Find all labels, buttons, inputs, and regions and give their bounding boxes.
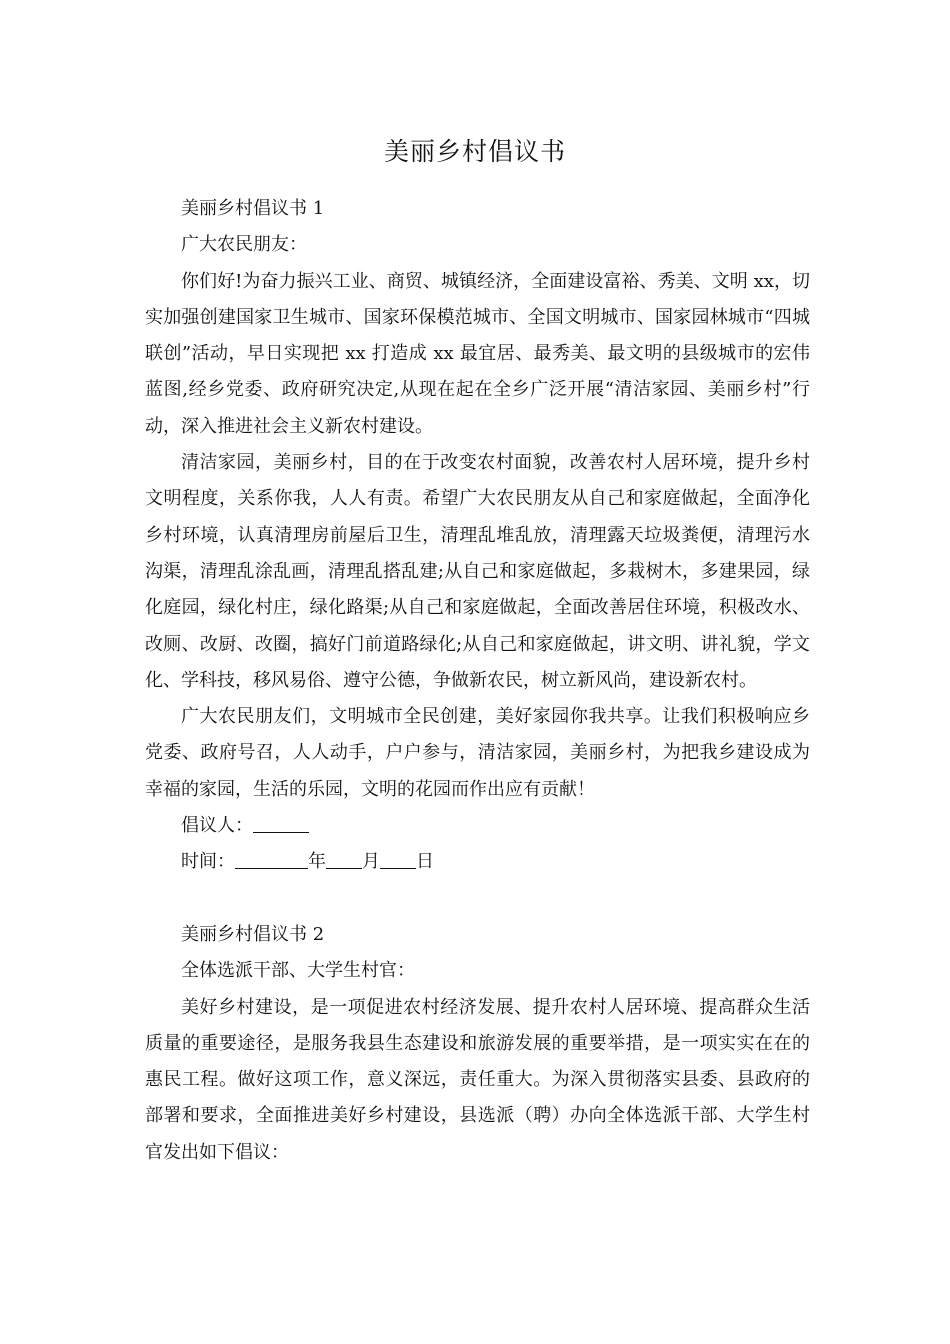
month-label: 月: [362, 851, 380, 873]
section-1-paragraph-3: 广大农民朋友们，文明城市全民创建，美好家园你我共享。让我们积极响应乡党委、政府号召，人人动手，户户参与，清洁家园，美丽乡村，为把我乡建设成为幸福的家园，生活的乐园，文明的花园而作出应有贡献！: [145, 706, 810, 800]
document-body: [145, 191, 810, 1171]
month-blank: [326, 846, 362, 869]
section-2-paragraph-1: 美好乡村建设，是一项促进农村经济发展、提升农村人居环境、提高群众生活质量的重要途径，是服务我县生态建设和旅游发展的重要举措，是一项实实在在的惠民工程。做好这项工作，意义深远，责任重大。为深入贯彻落实县委、县政府的部署和要求，全面推进美好乡村建设，县选派（聘）办向全体选派干部、大学生村官发出如下倡议：: [145, 996, 810, 1163]
section-1-paragraph-1: 你们好!为奋力振兴工业、商贸、城镇经济，全面建设富裕、秀美、文明 xx，切实加强创建国家卫生城市、国家环保模范城市、全国文明城市、国家园林城市“四城联创”活动，早日实现把 xx 打造成 xx 最宜居、最秀美、最文明的县级城市的宏伟蓝图,经乡党委、政府研究决定,从现在起在全乡广泛开展“清洁家园、美丽乡村”行动，深入推进社会主义新农村建设。: [145, 270, 810, 437]
section-2-heading: 美丽乡村倡议书 2: [181, 923, 325, 945]
date-label: 时间：: [181, 851, 235, 873]
day-blank: [380, 846, 416, 869]
signer-blank: [253, 810, 309, 833]
section-1-salutation: 广大农民朋友：: [181, 234, 307, 256]
section-1-heading: 美丽乡村倡议书 1: [181, 198, 325, 219]
document-title: 美丽乡村倡议书: [383, 137, 566, 166]
year-label: 年: [308, 851, 326, 873]
day-label: 日: [416, 851, 434, 873]
section-2-salutation: 全体选派干部、大学生村官：: [181, 960, 415, 982]
signer-line: [145, 808, 810, 844]
section-1-paragraph-2: 清洁家园，美丽乡村，目的在于改变农村面貌，改善农村人居环境，提升乡村文明程度，关系你我，人人有责。希望广大农民朋友从自己和家庭做起，全面净化乡村环境，认真清理房前屋后卫生，清理乱堆乱放，清理露天垃圾粪便，清理污水沟渠，清理乱涂乱画，清理乱搭乱建;从自己和家庭做起，多栽树木，多建果园，绿化庭园，绿化村庄，绿化路渠;从自己和家庭做起，全面改善居住环境，积极改水、改厕、改厨、改圈，搞好门前道路绿化;从自己和家庭做起，讲文明、讲礼貌，学文化、学科技，移风易俗、遵守公德，争做新农民，树立新风尚，建设新农村。: [145, 452, 810, 691]
date-line: [145, 844, 810, 880]
year-blank: [235, 846, 308, 869]
signer-label: 倡议人：: [181, 815, 253, 837]
section-divider-space: [145, 881, 810, 917]
